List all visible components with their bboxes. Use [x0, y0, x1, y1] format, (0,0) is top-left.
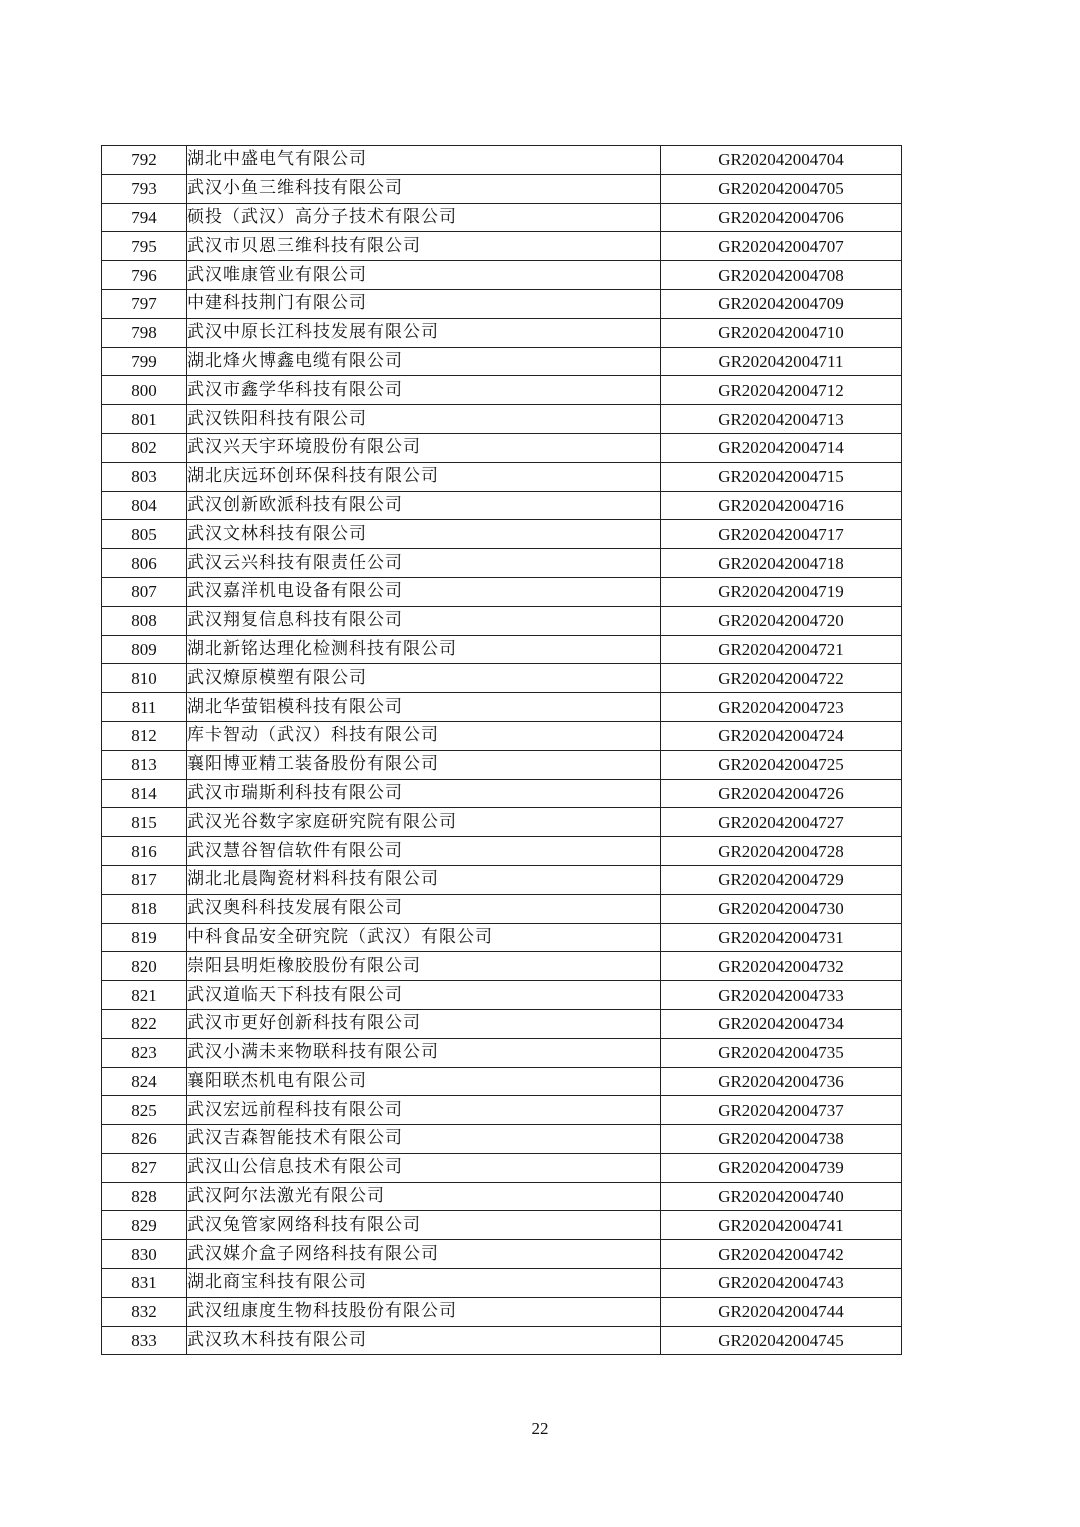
company-name-cell: 湖北庆远环创环保科技有限公司: [187, 462, 661, 491]
table-row: [102, 923, 902, 952]
certificate-number-cell: GR202042004713: [661, 405, 902, 434]
table-row: [102, 808, 902, 837]
certificate-number-cell: GR202042004712: [661, 376, 902, 405]
company-name-cell: 武汉市更好创新科技有限公司: [187, 1009, 661, 1038]
table-row: [102, 1125, 902, 1154]
row-number-cell: 795: [102, 232, 187, 261]
row-number-cell: 817: [102, 865, 187, 894]
certificate-number-cell: GR202042004708: [661, 261, 902, 290]
table-row: [102, 1182, 902, 1211]
row-number-cell: 805: [102, 520, 187, 549]
table-row: [102, 174, 902, 203]
certificate-number-cell: GR202042004739: [661, 1153, 902, 1182]
certificate-number-cell: GR202042004721: [661, 635, 902, 664]
table-row: [102, 1096, 902, 1125]
row-number-cell: 824: [102, 1067, 187, 1096]
company-name-cell: 武汉中原长江科技发展有限公司: [187, 318, 661, 347]
certificate-number-cell: GR202042004744: [661, 1297, 902, 1326]
company-name-cell: 湖北华萤铝模科技有限公司: [187, 693, 661, 722]
certificate-number-cell: GR202042004718: [661, 549, 902, 578]
company-name-cell: 武汉唯康管业有限公司: [187, 261, 661, 290]
row-number-cell: 812: [102, 721, 187, 750]
table-row: [102, 577, 902, 606]
certificate-number-cell: GR202042004745: [661, 1326, 902, 1355]
company-name-cell: 武汉兔管家网络科技有限公司: [187, 1211, 661, 1240]
row-number-cell: 793: [102, 174, 187, 203]
certificate-number-cell: GR202042004734: [661, 1009, 902, 1038]
company-name-cell: 武汉阿尔法激光有限公司: [187, 1182, 661, 1211]
row-number-cell: 799: [102, 347, 187, 376]
certificate-number-cell: GR202042004725: [661, 750, 902, 779]
table-row: [102, 289, 902, 318]
certificate-number-cell: GR202042004705: [661, 174, 902, 203]
row-number-cell: 815: [102, 808, 187, 837]
company-name-cell: 武汉创新欧派科技有限公司: [187, 491, 661, 520]
company-name-cell: 武汉纽康度生物科技股份有限公司: [187, 1297, 661, 1326]
company-name-cell: 武汉兴天宇环境股份有限公司: [187, 433, 661, 462]
row-number-cell: 810: [102, 664, 187, 693]
table-row: [102, 1038, 902, 1067]
table-row: [102, 520, 902, 549]
row-number-cell: 829: [102, 1211, 187, 1240]
company-name-cell: 武汉慧谷智信软件有限公司: [187, 837, 661, 866]
row-number-cell: 801: [102, 405, 187, 434]
company-name-cell: 武汉嘉洋机电设备有限公司: [187, 577, 661, 606]
certificate-number-cell: GR202042004732: [661, 952, 902, 981]
row-number-cell: 827: [102, 1153, 187, 1182]
certificate-number-cell: GR202042004728: [661, 837, 902, 866]
company-name-cell: 武汉燎原模塑有限公司: [187, 664, 661, 693]
company-name-cell: 武汉市鑫学华科技有限公司: [187, 376, 661, 405]
certificate-number-cell: GR202042004716: [661, 491, 902, 520]
certificate-number-cell: GR202042004741: [661, 1211, 902, 1240]
company-name-cell: 武汉媒介盒子网络科技有限公司: [187, 1240, 661, 1269]
company-name-cell: 武汉市瑞斯利科技有限公司: [187, 779, 661, 808]
table-row: [102, 894, 902, 923]
certificate-number-cell: GR202042004730: [661, 894, 902, 923]
row-number-cell: 832: [102, 1297, 187, 1326]
company-name-cell: 库卡智动（武汉）科技有限公司: [187, 721, 661, 750]
row-number-cell: 831: [102, 1269, 187, 1298]
table-row: [102, 865, 902, 894]
certificate-number-cell: GR202042004720: [661, 606, 902, 635]
certificate-number-cell: GR202042004735: [661, 1038, 902, 1067]
company-name-cell: 武汉小鱼三维科技有限公司: [187, 174, 661, 203]
certificate-number-cell: GR202042004709: [661, 289, 902, 318]
company-name-cell: 武汉山公信息技术有限公司: [187, 1153, 661, 1182]
company-name-cell: 武汉翔复信息科技有限公司: [187, 606, 661, 635]
certificate-number-cell: GR202042004729: [661, 865, 902, 894]
certificate-number-cell: GR202042004717: [661, 520, 902, 549]
certificate-number-cell: GR202042004723: [661, 693, 902, 722]
row-number-cell: 833: [102, 1326, 187, 1355]
table-row: [102, 1067, 902, 1096]
certificate-number-cell: GR202042004719: [661, 577, 902, 606]
company-name-cell: 武汉市贝恩三维科技有限公司: [187, 232, 661, 261]
row-number-cell: 820: [102, 952, 187, 981]
row-number-cell: 811: [102, 693, 187, 722]
table-row: [102, 462, 902, 491]
row-number-cell: 798: [102, 318, 187, 347]
table-row: [102, 405, 902, 434]
table-row: [102, 837, 902, 866]
company-name-cell: 武汉玖木科技有限公司: [187, 1326, 661, 1355]
page-number: 22: [531, 1419, 549, 1438]
row-number-cell: 803: [102, 462, 187, 491]
certificate-number-cell: GR202042004706: [661, 203, 902, 232]
table-row: [102, 981, 902, 1010]
certificate-number-cell: GR202042004731: [661, 923, 902, 952]
company-name-cell: 湖北新铭达理化检测科技有限公司: [187, 635, 661, 664]
table-row: [102, 1269, 902, 1298]
row-number-cell: 826: [102, 1125, 187, 1154]
table-row: [102, 664, 902, 693]
row-number-cell: 800: [102, 376, 187, 405]
table-row: [102, 146, 902, 175]
certificate-number-cell: GR202042004727: [661, 808, 902, 837]
table-row: [102, 376, 902, 405]
company-name-cell: 武汉铁阳科技有限公司: [187, 405, 661, 434]
company-name-cell: 武汉光谷数字家庭研究院有限公司: [187, 808, 661, 837]
company-name-cell: 武汉小满未来物联科技有限公司: [187, 1038, 661, 1067]
row-number-cell: 823: [102, 1038, 187, 1067]
company-name-cell: 中科食品安全研究院（武汉）有限公司: [187, 923, 661, 952]
row-number-cell: 818: [102, 894, 187, 923]
table-row: [102, 606, 902, 635]
table-row: [102, 721, 902, 750]
company-name-cell: 武汉吉森智能技术有限公司: [187, 1125, 661, 1154]
certificate-number-cell: GR202042004736: [661, 1067, 902, 1096]
row-number-cell: 830: [102, 1240, 187, 1269]
certificate-number-cell: GR202042004743: [661, 1269, 902, 1298]
row-number-cell: 796: [102, 261, 187, 290]
company-name-cell: 湖北中盛电气有限公司: [187, 146, 661, 175]
row-number-cell: 806: [102, 549, 187, 578]
certificate-number-cell: GR202042004722: [661, 664, 902, 693]
company-name-cell: 武汉宏远前程科技有限公司: [187, 1096, 661, 1125]
table-row: [102, 347, 902, 376]
certificate-number-cell: GR202042004711: [661, 347, 902, 376]
table-row: [102, 491, 902, 520]
company-name-cell: 武汉文林科技有限公司: [187, 520, 661, 549]
company-name-cell: 湖北商宝科技有限公司: [187, 1269, 661, 1298]
table-row: [102, 203, 902, 232]
table-row: [102, 318, 902, 347]
row-number-cell: 828: [102, 1182, 187, 1211]
row-number-cell: 819: [102, 923, 187, 952]
certificate-number-cell: GR202042004740: [661, 1182, 902, 1211]
certificate-number-cell: GR202042004737: [661, 1096, 902, 1125]
certificate-number-cell: GR202042004715: [661, 462, 902, 491]
company-name-cell: 中建科技荆门有限公司: [187, 289, 661, 318]
table-row: [102, 1211, 902, 1240]
row-number-cell: 816: [102, 837, 187, 866]
company-name-cell: 武汉道临天下科技有限公司: [187, 981, 661, 1010]
row-number-cell: 822: [102, 1009, 187, 1038]
certificate-number-cell: GR202042004710: [661, 318, 902, 347]
table-row: [102, 779, 902, 808]
table-row: [102, 261, 902, 290]
certificate-number-cell: GR202042004714: [661, 433, 902, 462]
certificate-table: [101, 145, 902, 1355]
row-number-cell: 813: [102, 750, 187, 779]
row-number-cell: 797: [102, 289, 187, 318]
table-row: [102, 232, 902, 261]
company-name-cell: 襄阳联杰机电有限公司: [187, 1067, 661, 1096]
certificate-number-cell: GR202042004704: [661, 146, 902, 175]
row-number-cell: 794: [102, 203, 187, 232]
company-name-cell: 硕投（武汉）高分子技术有限公司: [187, 203, 661, 232]
row-number-cell: 792: [102, 146, 187, 175]
certificate-number-cell: GR202042004724: [661, 721, 902, 750]
company-name-cell: 襄阳博亚精工装备股份有限公司: [187, 750, 661, 779]
table-row: [102, 1153, 902, 1182]
certificate-number-cell: GR202042004707: [661, 232, 902, 261]
row-number-cell: 821: [102, 981, 187, 1010]
company-name-cell: 湖北烽火博鑫电缆有限公司: [187, 347, 661, 376]
table-body: [102, 146, 902, 1355]
table-row: [102, 750, 902, 779]
table-row: [102, 952, 902, 981]
certificate-number-cell: GR202042004742: [661, 1240, 902, 1269]
company-name-cell: 崇阳县明炬橡胶股份有限公司: [187, 952, 661, 981]
certificate-number-cell: GR202042004733: [661, 981, 902, 1010]
table-row: [102, 1297, 902, 1326]
table-row: [102, 549, 902, 578]
table-row: [102, 1009, 902, 1038]
certificate-number-cell: GR202042004726: [661, 779, 902, 808]
row-number-cell: 808: [102, 606, 187, 635]
table-row: [102, 1240, 902, 1269]
certificate-number-cell: GR202042004738: [661, 1125, 902, 1154]
company-name-cell: 武汉奥科科技发展有限公司: [187, 894, 661, 923]
row-number-cell: 809: [102, 635, 187, 664]
row-number-cell: 804: [102, 491, 187, 520]
row-number-cell: 825: [102, 1096, 187, 1125]
row-number-cell: 802: [102, 433, 187, 462]
table-row: [102, 1326, 902, 1355]
row-number-cell: 814: [102, 779, 187, 808]
company-name-cell: 武汉云兴科技有限责任公司: [187, 549, 661, 578]
table-row: [102, 635, 902, 664]
table-row: [102, 433, 902, 462]
company-name-cell: 湖北北晨陶瓷材料科技有限公司: [187, 865, 661, 894]
row-number-cell: 807: [102, 577, 187, 606]
table-row: [102, 693, 902, 722]
